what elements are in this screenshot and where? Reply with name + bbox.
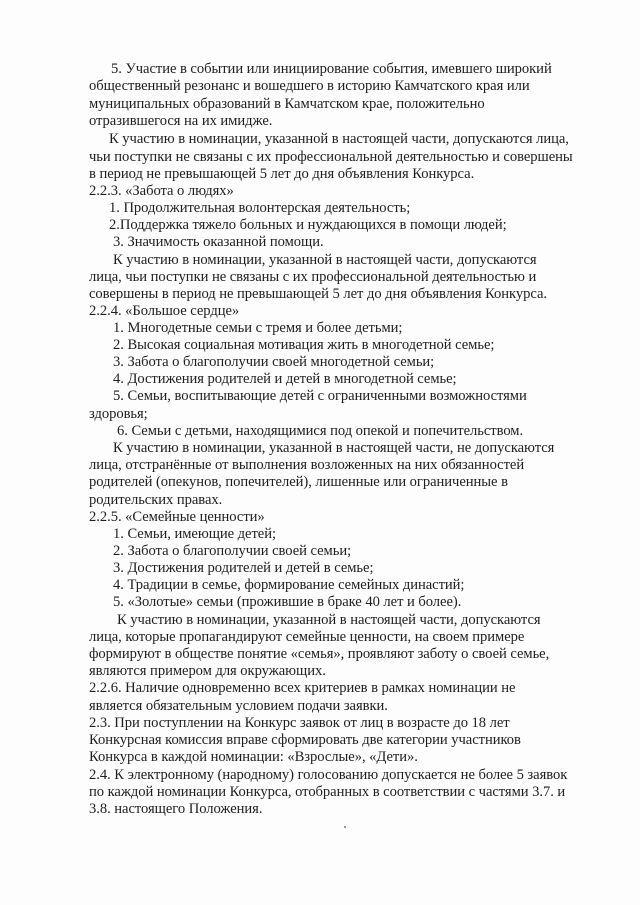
text-line: чьи поступки не связаны с их профессиональной деятельностью и совершены [89,149,573,165]
list-item: 4. Достижения родителей и детей в многодетной семье; [113,371,457,387]
list-item: 4. Традиции в семье, формирование семейных династий; [113,577,465,593]
text-line: формируют в обществе понятие «семья», проявляют заботу о своей семье, [89,646,550,662]
scan-speck [344,826,346,828]
text-line: 5. Участие в событии или инициирование события, имевшего широкий [111,61,552,77]
list-item: 2. Высокая социальная мотивация жить в многодетной семье; [113,337,495,353]
section-heading: 2.2.3. «Забота о людях» [89,183,234,199]
text-line: 2.4. К электронному (народному) голосованию допускается не более 5 заявок [89,767,568,783]
text-line: по каждой номинации Конкурса, отобранных в соответствии с частями 3.7. и [89,784,566,800]
section-heading: 2.2.5. «Семейные ценности» [89,509,265,525]
text-line: совершены в период не превышающей 5 лет до дня объявления Конкурса. [89,286,547,302]
text-line: отразившегося на их имидже. [89,113,273,129]
text-line: лица, которые пропагандируют семейные ценности, на своем примере [89,629,525,645]
text-line: К участию в номинации, указанной в настоящей части, допускаются [117,612,541,628]
text-line: лица, чьи поступки не связаны с их профессиональной деятельностью и [89,269,537,285]
text-line: 2.3. При поступлении на Конкурс заявок от лиц в возрасте до 18 лет [89,715,510,731]
text-line: являются примером для окружающих. [89,663,326,679]
text-line: здоровья; [89,406,148,422]
text-line: родительских правах. [89,492,223,508]
text-line: общественный резонанс и вошедшего в историю Камчатского края или [89,78,530,94]
list-item: 2. Забота о благополучии своей семьи; [113,543,352,559]
text-line: К участию в номинации, указанной в настоящей части, допускаются лица, [109,131,569,147]
text-line: Конкурса в каждой номинации: «Взрослые», «Дети». [89,749,418,765]
text-line: К участию в номинации, указанной в настоящей части, допускаются [113,252,537,268]
text-line: является обязательным условием подачи заявки. [89,698,388,714]
text-line: 3.8. настоящего Положения. [89,801,263,817]
text-line: в период не превышающей 5 лет до дня объявления Конкурса. [89,166,475,182]
list-item: 1. Семьи, имеющие детей; [113,526,277,542]
list-item: 1. Продолжительная волонтерская деятельность; [109,200,411,216]
list-item: 1. Многодетные семьи с тремя и более детьми; [113,320,403,336]
section-heading: 2.2.4. «Большое сердце» [89,303,240,319]
list-item: 3. Значимость оказанной помощи. [113,234,324,250]
text-line: К участию в номинации, указанной в настоящей части, не допускаются [113,440,555,456]
text-line: лица, отстранённые от выполнения возложенных на них обязанностей [89,457,525,473]
text-line: 2.2.6. Наличие одновременно всех критериев в рамках номинации не [89,680,516,696]
list-item: 5. «Золотые» семьи (прожившие в браке 40 лет и более). [113,594,462,610]
text-line: родителей (опекунов, попечителей), лишенные или ограниченные в [89,474,508,490]
list-item: 3. Достижения родителей и детей в семье; [113,560,374,576]
list-item: 3. Забота о благополучии своей многодетной семьи; [113,354,435,370]
list-item: 6. Семьи с детьми, находящимися под опекой и попечительством. [117,423,524,439]
text-line: Конкурсная комиссия вправе сформировать две категории участников [89,732,521,748]
list-item: 2.Поддержка тяжело больных и нуждающихся в помощи людей; [109,217,507,233]
text-line: муниципальных образований в Камчатском крае, положительно [89,96,485,112]
list-item: 5. Семьи, воспитывающие детей с ограниченными возможностями [113,388,527,404]
